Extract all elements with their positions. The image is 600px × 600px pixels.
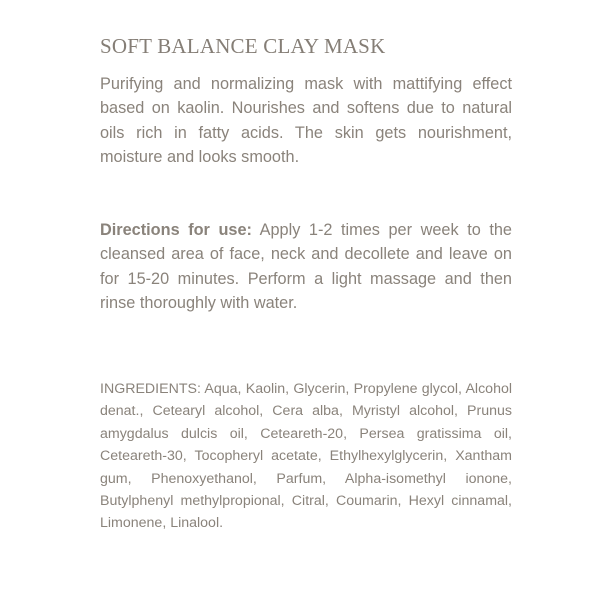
product-title: SOFT BALANCE CLAY MASK xyxy=(100,34,386,58)
ingredients-list: INGREDIENTS: Aqua, Kaolin, Glycerin, Propylene glycol, Alcohol denat., Cetearyl alcohol, Cera alba, Myristyl alcohol, Prunus amygdalus dulcis oil, Ceteareth-20, Persea gratissima oil, Ceteareth-30, Tocopheryl acetate, Ethylhexylglycerin, Xantham gum, Phenoxyethanol, Parfum, Alpha-isomethyl ionone, Butylphenyl methylpropional, Citral, Coumarin, Hexyl cinnamal, Limonene, Linalool. xyxy=(100,381,512,532)
directions-for-use xyxy=(100,218,512,315)
product-description: Purifying and normalizing mask with mattifying effect based on kaolin. Nourishes and softens due to natural oils rich in fatty acids. The skin gets nourishment, moisture and looks smooth. xyxy=(100,75,512,166)
directions-text: Apply 1-2 times per week to the cleansed area of face, neck and decollete and leave on for 15-20 minutes. Perform a light massage and then rinse thoroughly with water. xyxy=(100,221,512,312)
directions-heading: Directions for use: xyxy=(100,221,252,239)
